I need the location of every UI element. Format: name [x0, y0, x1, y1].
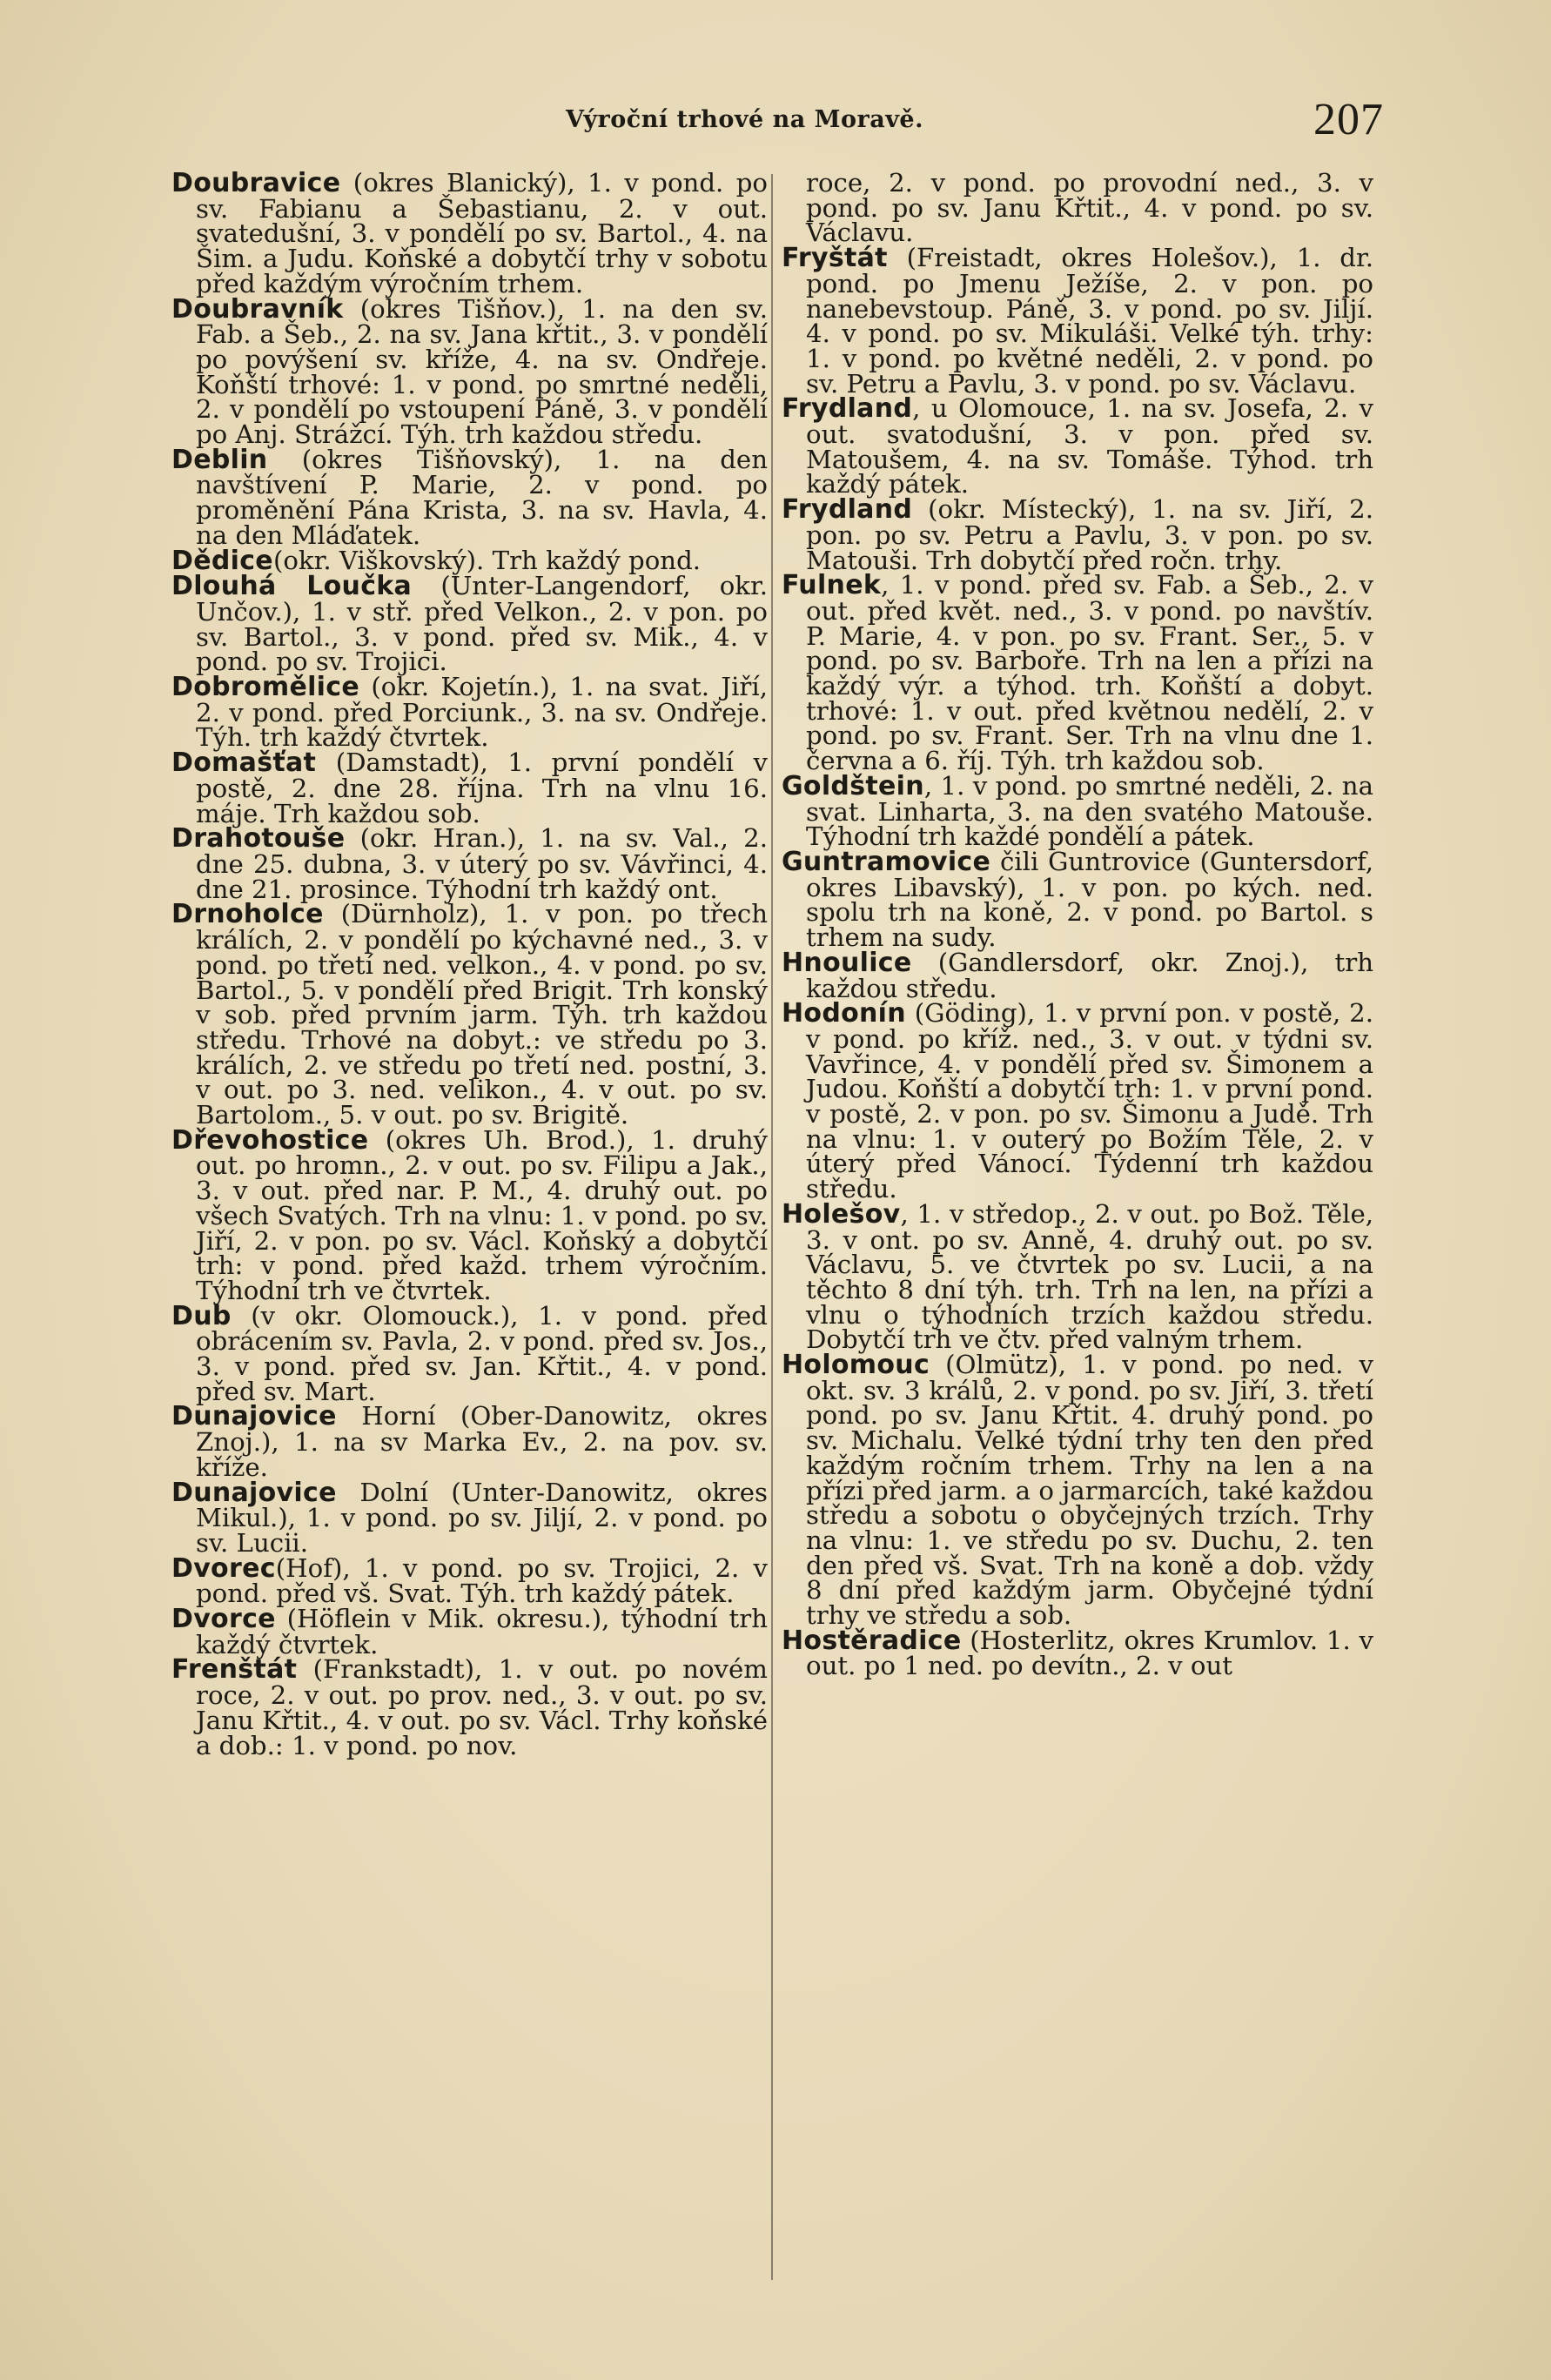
- entry-text: (Freistadt, okres Holešov.), 1. dr. pond. po Jmenu Ježíše, 2. v pon. po nanebevstoup. Páně, 3. v pond. po sv. Jiljí. 4. v pond. po sv. Mikuláši. Velké týh. trhy: 1. v pond. po květné neděli, 2. v pond. po sv. Petru a Pavlu, 3. v pond. po sv. Václavu.: [806, 243, 1373, 399]
- gazetteer-entry: [171, 750, 768, 826]
- entry-text: (okr. Kojetín.), 1. na svat. Jiří, 2. v pond. před Porciunk., 3. na sv. Ondřeje. Týh. trh každý čtvrtek.: [196, 672, 768, 753]
- gazetteer-entry: [171, 1124, 768, 1305]
- right-column: [782, 168, 1373, 1681]
- gazetteer-entry: [171, 823, 768, 904]
- gazetteer-entry: [782, 846, 1373, 953]
- gazetteer-entry: [782, 1198, 1373, 1355]
- entry-text: (okres Tišňovský), 1. na den navštívení P. Marie, 2. v pond. po proměnění Pána Krista, 3. na sv. Havla, 4. na den Mláďatek.: [196, 444, 768, 550]
- left-column: [171, 168, 768, 1760]
- gazetteer-entry: [782, 998, 1373, 1204]
- entry-headword: Frenštát: [171, 1654, 298, 1686]
- running-title: Výroční trhové na Moravě.: [566, 106, 924, 133]
- gazetteer-entry: [171, 444, 768, 550]
- gazetteer-entry: [782, 243, 1373, 399]
- gazetteer-entry: [782, 1350, 1373, 1631]
- entry-text: , 1. v pond. před sv. Fab. a Šeb., 2. v out. před květ. ned., 3. v pond. po navštív. P. Marie, 4. v pon. po sv. Frant. Ser., 5. v pond. po sv. Barboře. Trh na len a přízi na každý výr. a týhod. trh. Koňští a dobyt. trhové: 1. v out. před květnou nedělí, 2. v pond. po sv. Frant. Ser. Trh na vlnu dne 1. června a 6. říj. Týh. trh každou sob.: [806, 570, 1373, 776]
- entry-headword: Holomouc: [782, 1350, 930, 1381]
- entry-headword: Fulnek: [782, 570, 882, 601]
- entry-headword: Doubravice: [171, 168, 341, 198]
- entry-headword: Hnoulice: [782, 947, 912, 978]
- entry-headword: Domašťat: [171, 748, 317, 779]
- gazetteer-entry: [171, 1552, 768, 1609]
- entry-text: , 1. v středop., 2. v out. po Bož. Těle, 3. v ont. po sv. Anně, 4. druhý out. po sv. Václavu, 5. ve čtvrtek po sv. Lucii, a na těchto 8 dní týh. trh. Trh na len, na přízi a vlnu o týhodních trzích každou středu. Dobytčí trh ve čtv. před valným trhem.: [806, 1198, 1373, 1355]
- entry-headword: Hodonín: [782, 998, 906, 1029]
- gazetteer-entry: [171, 545, 768, 576]
- entry-headword: Guntramovice: [782, 846, 991, 877]
- page-number: 207: [1313, 95, 1384, 144]
- entry-headword: Goldštein: [782, 770, 924, 801]
- entry-headword: Dobromělice: [171, 672, 359, 703]
- entry-text: (okres Tišňov.), 1. na den sv. Fab. a Šeb., 2. na sv. Jana křtit., 3. v pondělí po povýšení sv. kříže, 4. na sv. Ondřeje. Koňští trhové: 1. v pond. po smrtné neděli, 2. v pondělí po vstoupení Páně, 3. v pondělí po Anj. Strážcí. Týh. trh každou středu.: [196, 293, 768, 450]
- gazetteer-entry: [782, 393, 1373, 499]
- entry-text: (v okr. Olomouck.), 1. v pond. před obrácením sv. Pavla, 2. v pond. před sv. Jos., 3. v pond. před sv. Jan. Křtit., 4. v pond. před sv. Mart.: [196, 1300, 768, 1406]
- entry-text: (Hosterlitz, okres Krumlov. 1. v out. po 1 ned. po devítn., 2. v out: [806, 1625, 1373, 1681]
- entry-headword: Dunajovice: [171, 1477, 337, 1508]
- gazetteer-entry: [171, 1300, 768, 1406]
- entry-text: (Göding), 1. v první pon. v postě, 2. v pond. po kříž. ned., 3. v out. v týdni sv. Vavřince, 4. v pondělí před sv. Šimonem a Judou. Koňští a dobytčí trh: 1. v první pond. v postě, 2. v pon. po sv. Šimonu a Judě. Trh na vlnu: 1. v outerý po Božím Těle, 2. v úterý před Vánocí. Týdenní trh každou středu.: [806, 998, 1373, 1204]
- column-divider: [771, 174, 773, 2280]
- entry-headword: Holešov: [782, 1198, 901, 1230]
- entry-text: čili Guntrovice (Guntersdorf, okres Libavský), 1. v pon. po kých. ned. spolu trh na koně, 2. v pond. po Bartol. s trhem na sudy.: [806, 846, 1373, 953]
- entry-headword: Fryštát: [782, 243, 888, 274]
- entry-text: (okr. Hran.), 1. na sv. Val., 2. dne 25. dubna, 3. v úterý po sv. Vávřinci, 4. dne 21. prosince. Týhodní trh každý ont.: [196, 823, 768, 904]
- gazetteer-entry: [171, 571, 768, 677]
- entry-headword: Doubravník: [171, 293, 344, 325]
- entry-text: (okr. Místecký), 1. na sv. Jiří, 2. pon. po sv. Petru a Pavlu, 3. v pon. po sv. Matouši. Trh dobytčí před ročn. trhy.: [806, 494, 1373, 575]
- gazetteer-entry: [782, 570, 1373, 776]
- gazetteer-entry: [782, 1625, 1373, 1681]
- entry-text: roce, 2. v pond. po provodní ned., 3. v pond. po sv. Janu Křtit., 4. v pond. po sv. Václavu.: [806, 168, 1373, 248]
- gazetteer-entry: [171, 1401, 768, 1482]
- gazetteer-entry: [171, 1654, 768, 1760]
- entry-text: (okres Blanický), 1. v pond. po sv. Fabianu a Šebastianu, 2. v out. svatedušní, 3. v pondělí po sv. Bartol., 4. na Šim. a Judu. Koňské a dobytčí trhy v sobotu před každým výročním trhem.: [196, 168, 768, 298]
- gazetteer-entry: [171, 293, 768, 450]
- entry-text: (Hof), 1. v pond. po sv. Trojici, 2. v pond. před vš. Svat. Týh. trh každý pátek.: [196, 1552, 768, 1609]
- page-header: [165, 94, 1384, 155]
- entry-headword: Dub: [171, 1300, 232, 1331]
- entry-headword: Hostěradice: [782, 1625, 962, 1656]
- gazetteer-entry: [782, 168, 1373, 248]
- gazetteer-entry: [171, 899, 768, 1130]
- entry-text: (Unter-Langendorf, okr. Unčov.), 1. v stř. před Velkon., 2. v pon. po sv. Bartol., 3. v pond. před sv. Mik., 4. v pond. po sv. Trojici.: [196, 571, 768, 677]
- entry-headword: Drahotouše: [171, 823, 346, 855]
- entry-text: (okres Uh. Brod.), 1. druhý out. po hromn., 2. v out. po sv. Filipu a Jak., 3. v out. před nar. P. M., 4. druhý out. po všech Svatých. Trh na vlnu: 1. v pond. po sv. Jiří, 2. v pon. po sv. Václ. Koňský a dobytčí trh: v pond. před každ. trhem výročním. Týhodní trh ve čtvrtek.: [196, 1124, 768, 1305]
- entry-text: , u Olomouce, 1. na sv. Josefa, 2. v out. svatodušní, 3. v pon. před sv. Matoušem, 4. na sv. Tomáše. Týhod. trh každý pátek.: [806, 393, 1373, 499]
- entry-headword: Dvorec: [171, 1552, 276, 1584]
- entry-text: (okr. Viškovský). Trh každý pond.: [272, 545, 702, 575]
- entry-text: (Gandlersdorf, okr. Znoj.), trh každou středu.: [806, 947, 1373, 1003]
- entry-text: Horní (Ober-Danowitz, okres Znoj.), 1. na sv Marka Ev., 2. na pov. sv. kříže.: [196, 1401, 768, 1482]
- entry-text: (Damstadt), 1. první pondělí v postě, 2. dne 28. října. Trh na vlnu 16. máje. Trh každou sob.: [196, 748, 768, 828]
- entry-headword: Frydland: [782, 393, 913, 425]
- entry-text: (Dürnholz), 1. v pon. po třech králích, 2. v pondělí po kýchavné ned., 3. v pond. po třetí ned. velkon., 4. v pond. po sv. Bartol., 5. v pondělí před Brigit. Trh konský v sob. před prvním jarm. Týh. trh každou středu. Trhové na dobyt.: ve středu po 3. králích, 2. ve středu po třetí ned. postní, 3. v out. po 3. ned. velikon., 4. v out. po sv. Bartolom., 5. v out. po sv. Brigitě.: [196, 899, 768, 1130]
- entry-text: Dolní (Unter-Danowitz, okres Mikul.), 1. v pond. po sv. Jiljí, 2. v pond. po sv. Lucii.: [196, 1477, 768, 1558]
- gazetteer-entry: [782, 947, 1373, 1003]
- gazetteer-entry: [171, 1606, 768, 1657]
- gazetteer-entry: [171, 168, 768, 298]
- entry-text: , 1. v pond. po smrtné neděli, 2. na svat. Linharta, 3. na den svatého Matouše. Týhodní trh každé pondělí a pátek.: [806, 770, 1373, 852]
- entry-headword: Dřevohostice: [171, 1124, 369, 1156]
- entry-text: (Olmütz), 1. v pond. po ned. v okt. sv. 3 králů, 2. v pond. po sv. Jiří, 3. třetí pond. po sv. Janu Křtit. 4. druhý pond. po sv. Michalu. Velké týdní trhy ten den před každým ročním trhem. Trhy na len a na přízi před jarm. a o jarmarcích, také každou středu a sobotu o obyčejných trzích. Trhy na vlnu: 1. ve středu po sv. Duchu, 2. ten den před vš. Svat. Trh na koně a dob. vždy 8 dní před každým jarm. Obyčejné týdní trhy ve středu a sob.: [806, 1350, 1373, 1631]
- entry-text: (Frankstadt), 1. v out. po novém roce, 2. v out. po prov. ned., 3. v out. po sv. Janu Křtit., 4. v out. po sv. Václ. Trhy koňské a dob.: 1. v pond. po nov.: [196, 1654, 768, 1760]
- entry-headword: Frydland: [782, 494, 913, 526]
- entry-headword: Dědice: [171, 545, 273, 576]
- entry-headword: Deblin: [171, 444, 268, 475]
- gazetteer-entry: [171, 1477, 768, 1558]
- entry-headword: Dlouhá Loučka: [171, 571, 413, 602]
- entry-headword: Dvorce: [171, 1604, 276, 1635]
- gazetteer-entry: [171, 672, 768, 753]
- entry-headword: Dunajovice: [171, 1401, 337, 1432]
- entry-headword: Drnoholce: [171, 899, 324, 930]
- gazetteer-entry: [782, 770, 1373, 852]
- gazetteer-entry: [782, 494, 1373, 575]
- entry-text: (Höflein v Mik. okresu.), týhodní trh každý čtvrtek.: [196, 1604, 768, 1659]
